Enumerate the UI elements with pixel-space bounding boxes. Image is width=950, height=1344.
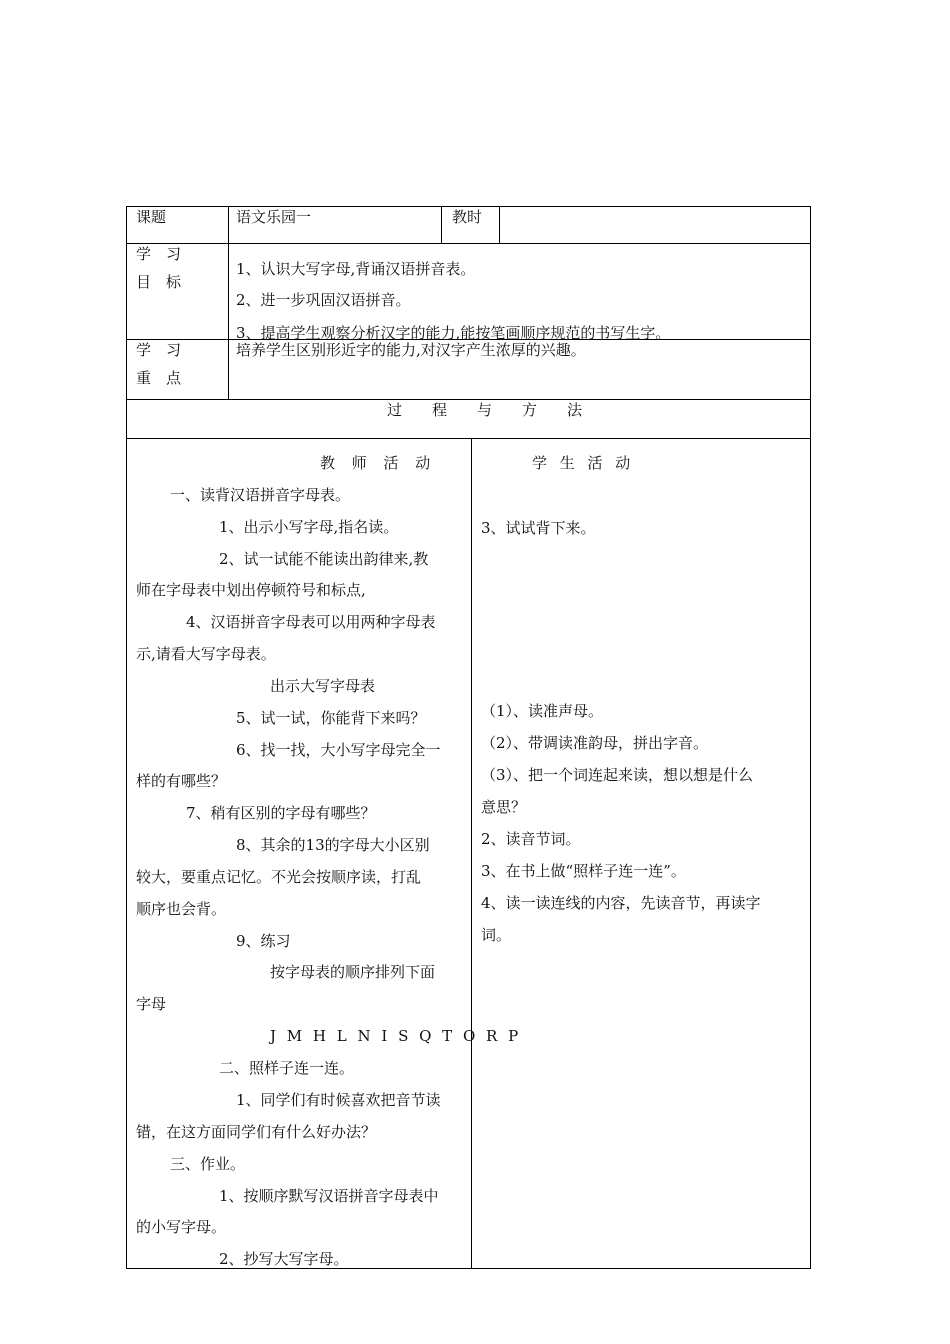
student-line: （3）、把一个词连起来读，想以想是什么: [481, 766, 754, 784]
table-border-right: [810, 206, 811, 1269]
student-activity-heading: 学 生 活 动: [532, 454, 635, 472]
objectives-label-bottom: 目 标: [136, 273, 182, 291]
teacher-line: 9、练习: [236, 932, 291, 950]
teacher-line: 1、按顺序默写汉语拼音字母表中: [219, 1187, 439, 1205]
teacher-line: 样的有哪些？: [136, 772, 227, 790]
teacher-line: 字母: [136, 995, 167, 1013]
header-divider-1: [441, 206, 442, 244]
teacher-line: 示,请看大写字母表。: [136, 645, 276, 663]
teacher-line: 师在字母表中划出停顿符号和标点,: [136, 581, 366, 599]
course-title: 语文乐园一: [236, 208, 312, 226]
teacher-line: 较大，要重点记忆。不光会按顺序读，打乱: [136, 868, 422, 886]
table-border-left: [126, 206, 127, 1269]
teacher-line: 顺序也会背。: [136, 900, 227, 918]
teacher-line: 2、试一试能不能读出韵律来,教: [219, 550, 429, 568]
teacher-line: 1、出示小写字母,指名读。: [219, 518, 399, 536]
objective-item: 1、认识大写字母,背诵汉语拼音表。: [236, 260, 476, 278]
teacher-line: 7、稍有区别的字母有哪些？: [186, 804, 376, 822]
objective-item: 2、进一步巩固汉语拼音。: [236, 291, 411, 309]
teacher-line: 二、照样子连一连。: [219, 1059, 355, 1077]
focus-label-bottom: 重 点: [136, 369, 182, 387]
teacher-line: 8、其余的13的字母大小区别: [236, 836, 430, 854]
student-line: 4、读一读连线的内容，先读音节，再读字: [481, 894, 761, 912]
process-title: 过 程 与 方 法: [387, 401, 583, 419]
label-column-divider: [228, 206, 229, 400]
row-divider-4: [126, 438, 811, 439]
student-line: 3、在书上做“照样子连一连”。: [481, 862, 686, 880]
focus-label-top: 学 习: [136, 341, 182, 359]
student-line: 意思？: [481, 798, 527, 816]
teacher-activity-heading: 教 师 活 动: [320, 454, 437, 472]
student-line: （2）、带调读准韵母，拼出字音。: [481, 734, 709, 752]
period-label: 教时: [452, 208, 483, 226]
teacher-line: 4、汉语拼音字母表可以用两种字母表: [186, 613, 436, 631]
teacher-line: J M H L N I S Q T O R P: [270, 1027, 522, 1045]
student-line: 2、读音节词。: [481, 830, 581, 848]
objective-item: 3、提高学生观察分析汉字的能力,能按笔画顺序规范的书写生字。: [236, 324, 671, 342]
teacher-line: 2、抄写大写字母。: [219, 1250, 349, 1268]
teacher-line: 出示大写字母表: [270, 677, 376, 695]
student-line: 词。: [481, 926, 512, 944]
teacher-line: 错，在这方面同学们有什么好办法？: [136, 1123, 377, 1141]
teacher-line: 一、读背汉语拼音字母表。: [170, 486, 351, 504]
student-line: 3、试试背下来。: [481, 519, 596, 537]
header-divider-2: [499, 206, 500, 244]
teacher-line: 的小写字母。: [136, 1218, 227, 1236]
teacher-line: 5、试一试，你能背下来吗？: [236, 709, 426, 727]
objectives-label-top: 学 习: [136, 245, 182, 263]
course-label: 课题: [136, 208, 167, 226]
teacher-line: 按字母表的顺序排列下面: [270, 963, 436, 981]
activity-column-divider: [471, 438, 472, 1269]
teacher-line: 1、同学们有时候喜欢把音节读: [236, 1091, 441, 1109]
focus-text: 培养学生区别形近字的能力,对汉字产生浓厚的兴趣。: [236, 341, 586, 359]
student-line: （1）、读准声母。: [481, 702, 604, 720]
teacher-line: 6、找一找，大小写字母完全一: [236, 741, 441, 759]
teacher-line: 三、作业。: [170, 1155, 246, 1173]
